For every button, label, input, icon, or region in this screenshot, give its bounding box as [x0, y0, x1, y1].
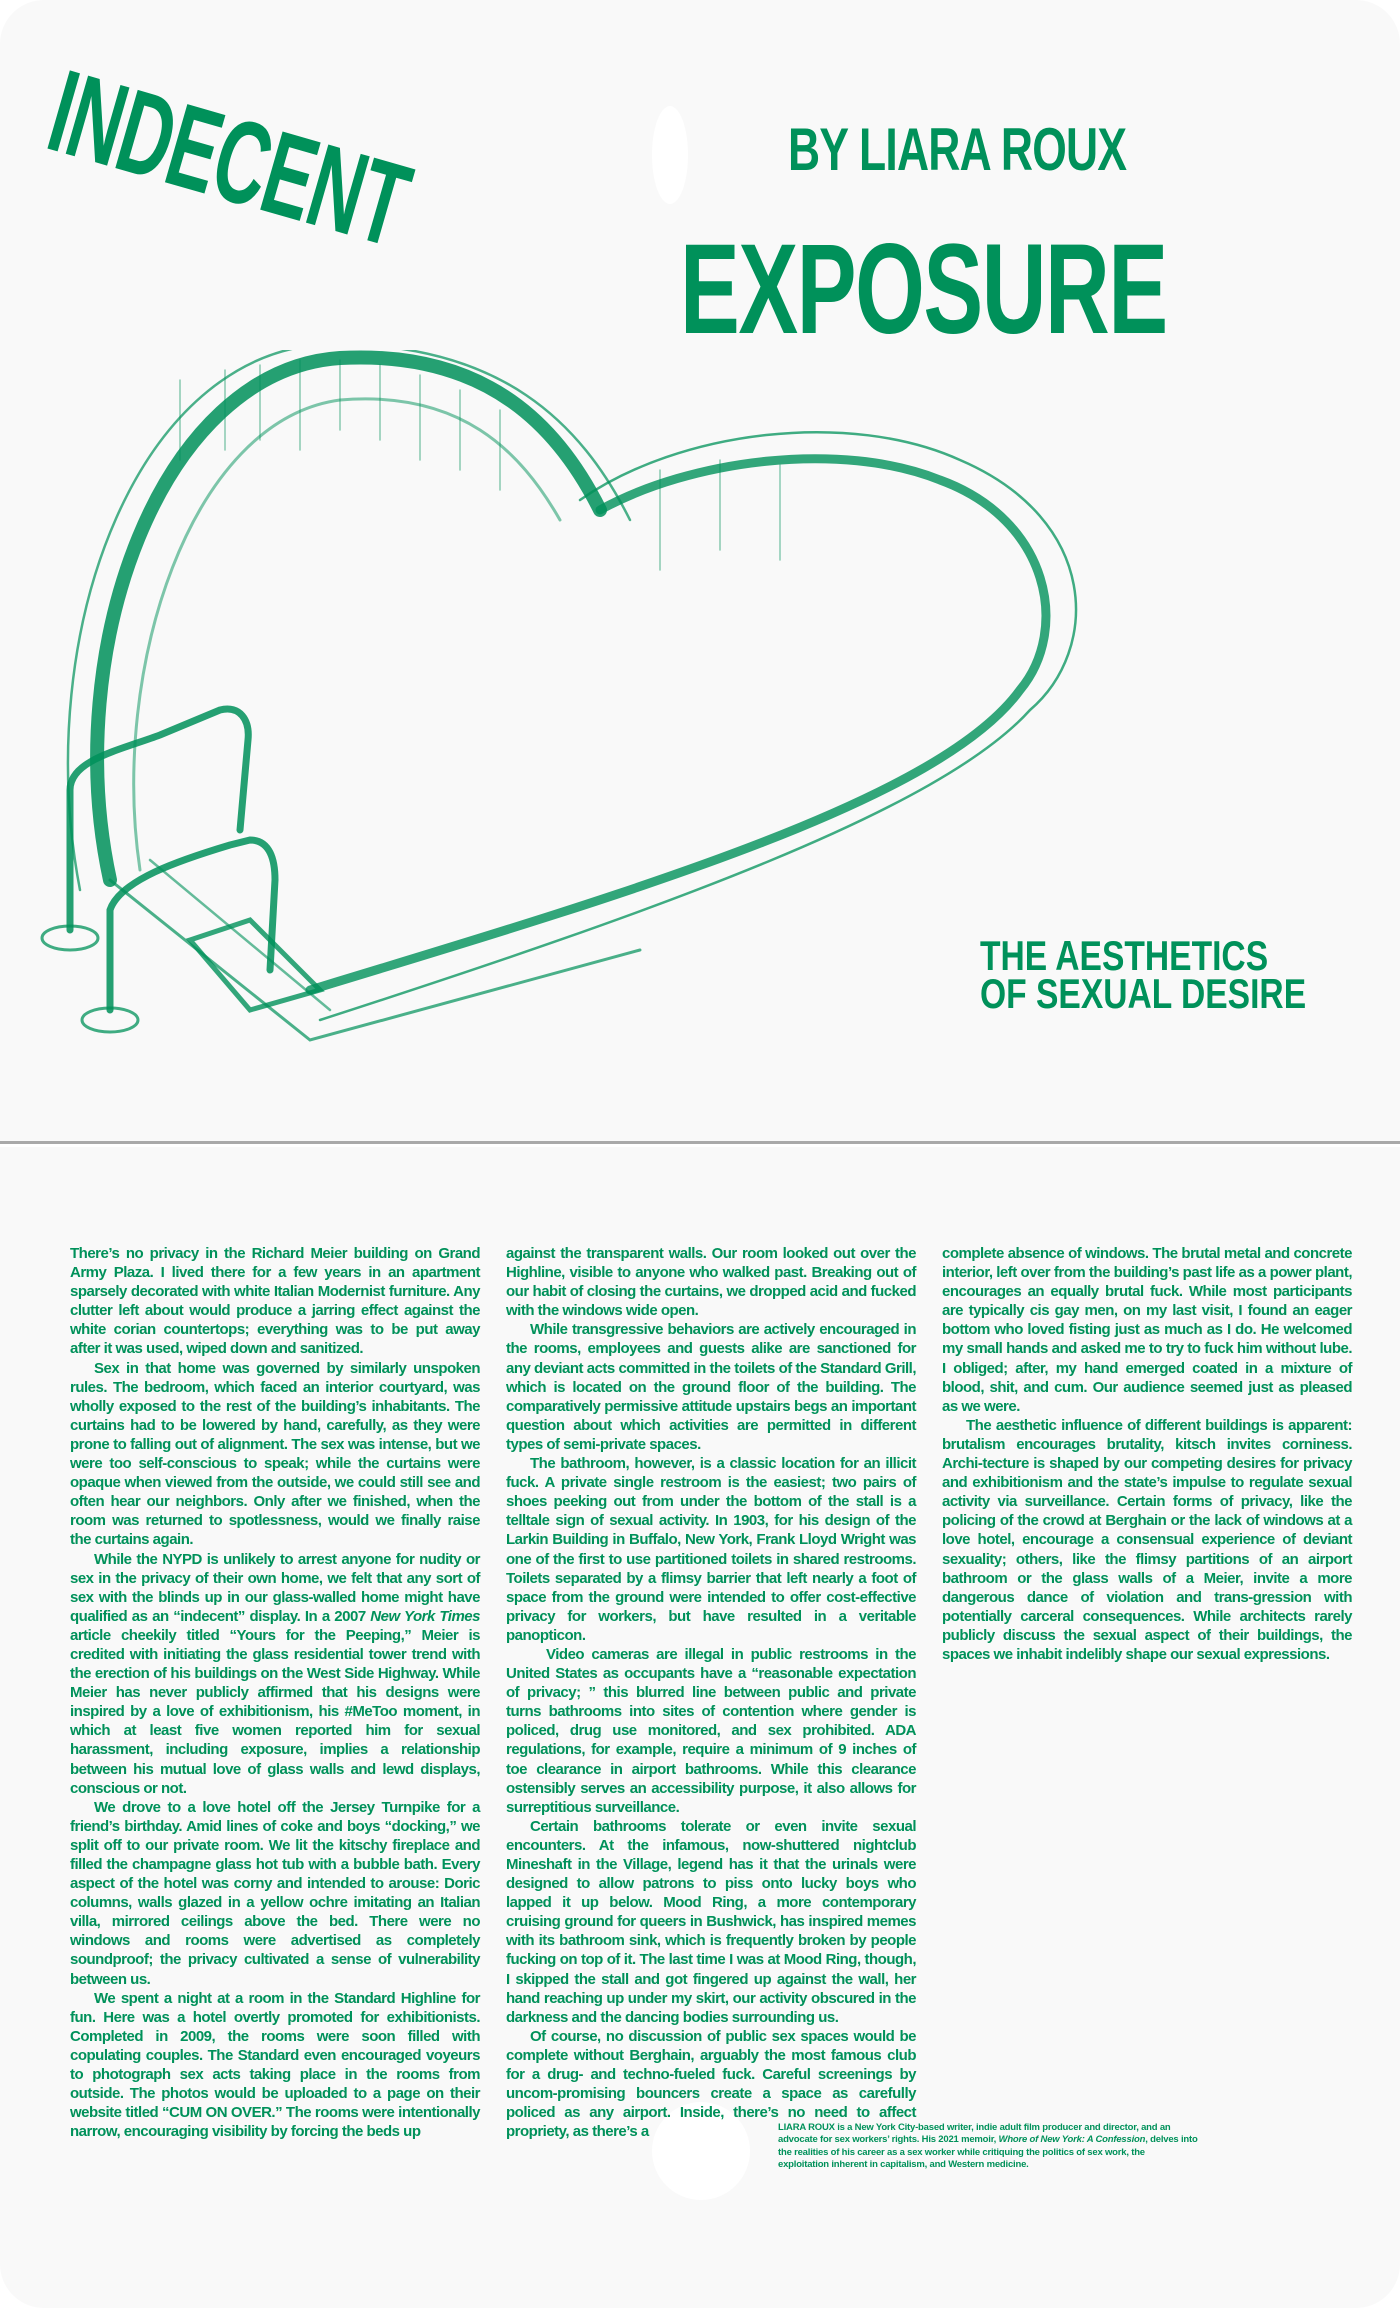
- article-column-2: [506, 1244, 916, 2141]
- paragraph: There’s no privacy in the Richard Meier building on Grand Army Plaza. I lived there for a few years in an apartment sparsely decorated with white Italian Modernist furniture. Any clutter left about would produce a jarring effect against the white corian countertops; everything was to be put away after it was used, wiped down and sanitized.: [70, 1245, 480, 1358]
- paragraph: The aesthetic influence of different buildings is apparent: brutalism encourages brutality, kitsch invites corniness. Archi-tecture is shaped by our competing desires for privacy and exhibitionism and the state’s impulse to regulate sexual activity via surveillance. Certain forms of privacy, like the policing of the crowd at Berghain or the lack of windows at a love hotel, encourage a consensual experience of deviant sexuality; others, like the flimsy partitions of an airport bathroom or the glass walls of a Meier, invite a more dangerous dance of violation and trans-gression with potentially carceral consequences. While architects rarely publicly discuss the sexual aspect of their buildings, the spaces we inhabit indelibly shape our sexual expressions.: [942, 1416, 1352, 1663]
- paragraph: against the transparent walls. Our room looked out over the Highline, visible to anyone who walked past. Breaking out of our habit of closing the curtains, we dropped acid and fucked with the windows wide open.: [506, 1245, 916, 1320]
- paragraph: We spent a night at a room in the Standard Highline for fun. Here was a hotel overtly promoted for exhibitionists. Completed in 2009, the rooms were soon filled with copulating couples. The Standard even encouraged voyeurs to photograph sex acts taking place in the rooms from outside. The photos would be uploaded to a page on their website titled “CUM ON OVER.” The rooms were intentionally narrow, encouraging visibility by forcing the beds up: [70, 1989, 480, 2141]
- bio-text: , delves into the realities of his career as a sex worker while critiquing the politics of sex work, the exploitation inherent in capitalism, and Western medicine.: [778, 2134, 1198, 2171]
- paragraph: Certain bathrooms tolerate or even invite sexual encounters. At the infamous, now-shuttered nightclub Mineshaft in the Village, legend has it that the urinals were designed to allow patrons to piss onto lucky boys who lapped it up below. Mood Ring, a more contemporary cruising ground for queers in Bushwick, has inspired memes with its bathroom sink, which is frequently broken by people fucking on top of it. The last time I was at Mood Ring, though, I skipped the stall and got fingered up against the wall, her hand reaching up under my skirt, our activity obscured in the darkness and the dancing bodies surrounding us.: [506, 1817, 916, 2026]
- paragraph: complete absence of windows. The brutal metal and concrete interior, left over from the building’s past life as a power plant, encourages an equally brutal fuck. While most participants are typically cis gay men, on my last visit, I found an eager bottom who loved fisting just as much as I do. He welcomed my small hands and asked me to try to fuck him without lube. I obliged; after, my hand emerged coated in a mixture of blood, shit, and cum. Our audience seemed just as pleased as we were.: [942, 1245, 1352, 1415]
- binding-hole: [652, 106, 688, 204]
- byline: BY LIARA ROUX: [788, 116, 1127, 183]
- memoir-title: Whore of New York: A Confession: [998, 2134, 1146, 2146]
- paragraph: We drove to a love hotel off the Jersey Turnpike for a friend’s birthday. Amid lines of coke and boys “docking,” we split off to our private room. We lit the kitschy fireplace and filled the champagne glass hot tub with a bubble bath. Every aspect of the hotel was corny and intended to arouse: Doric columns, walls glazed in a yellow ochre imitating an Italian villa, mirrored ceilings above the bed. There were no windows and rooms were advertised as completely soundproof; the privacy cultivated a sense of vulnerability between us.: [70, 1798, 480, 1988]
- paragraph: Sex in that home was governed by similarly unspoken rules. The bedroom, which faced an interior courtyard, was wholly exposed to the rest of the building’s inhabitants. The curtains had to be lowered by hand, carefully, as they were prone to falling out of alignment. The sex was intense, but we were too self-conscious to speak; while the curtains were opaque when viewed from the outside, we could still see and often hear our neighbors. Only after we finished, when the room was returned to spotlessness, would we finally raise the curtains again.: [70, 1359, 480, 1549]
- title-exposure: EXPOSURE: [680, 218, 1167, 361]
- paragraph: While transgressive behaviors are actively encouraged in the rooms, employees and guests alike are sanctioned for any deviant acts committed in the toilets of the Standard Grill, which is located on the ground floor of the building. The comparatively permissive attitude upstairs begs an important question about which activities are permitted in different types of semi-private spaces.: [506, 1321, 916, 1453]
- subtitle-line-2: OF SEXUAL DESIRE: [980, 970, 1307, 1017]
- subtitle: [980, 932, 1307, 1017]
- paragraph: [70, 1550, 480, 1798]
- paragraph-text: article cheekily titled “Yours for the Peeping,” Meier is credited with initiating the glass residential tower trend with the erection of his buildings on the West Side Highway. While Meier has never publicly affirmed that his designs were inspired by a love of exhibitionism, his #MeToo moment, in which at least five women reported him for sexual harassment, including exposure, implies a relationship between his mutual love of glass walls and lewd displays, conscious or not.: [70, 1626, 480, 1797]
- paragraph: Video cameras are illegal in public restrooms in the United States as occupants have a “reasonable expectation of privacy; ” this blurred line between public and private turns bathrooms into sites of contention where gender is policed, drug use monitored, and sex prohibited. ADA regulations, for example, require a minimum of 9 inches of toe clearance in airport bathrooms. While this clearance ostensibly serves an accessibility purpose, it also allows for surreptitious surveillance.: [506, 1645, 916, 1816]
- paragraph: Of course, no discussion of public sex spaces would be complete without Berghain, arguably the most famous club for a drug- and techno-fueled fuck. Careful screenings by uncom-promising bouncers create a space as carefully policed as any airport. Inside, there’s no need to affect propriety, as there’s a: [506, 2027, 916, 2141]
- subtitle-line-1: THE AESTHETICS: [980, 932, 1269, 979]
- title-indecent: INDECENT: [35, 45, 422, 273]
- top-page: [0, 0, 1400, 1144]
- paragraph-text: While the NYPD is unlikely to arrest anyone for nudity or sex in the privacy of their own home, we felt that any sort of sex with the blinds up in our glass-walled home might have qualified as an “indecent” display. In a 2007: [70, 1550, 480, 1625]
- author-bio: [778, 2122, 1198, 2172]
- article-column-3: [942, 1244, 1352, 1664]
- bio-text: LIARA ROUX is a New York City-based writer, indie adult film producer and director, and an advocate for sex workers’ rights. His 2021 memoir,: [778, 2122, 1171, 2146]
- paragraph: The bathroom, however, is a classic location for an illicit fuck. A private single restroom is the easiest; two pairs of shoes peeking out from under the bottom of the stall is a telltale sign of sexual activity. In 1903, for his design of the Larkin Building in Buffalo, New York, Frank Lloyd Wright was one of the first to use partitioned toilets in shared restrooms. Toilets separated by a flimsy barrier that left nearly a foot of space from the ground were intended to offer cost-effective privacy for workers, but have resulted in a veritable panopticon.: [506, 1455, 916, 1644]
- article-column-1: [70, 1244, 480, 2141]
- publication-title: New York Times: [370, 1607, 480, 1625]
